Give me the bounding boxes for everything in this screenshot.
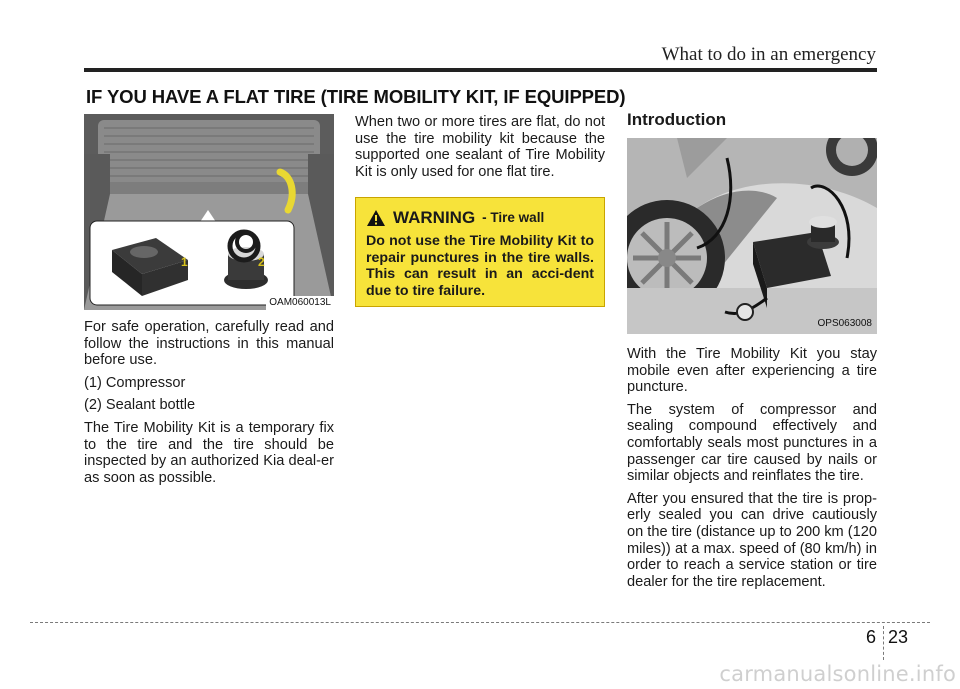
warning-subtitle: - Tire wall xyxy=(482,210,545,226)
figure-code: OPS063008 xyxy=(817,318,872,329)
warning-title: WARNING xyxy=(393,208,476,228)
warning-box xyxy=(355,197,605,307)
column-1 xyxy=(84,114,334,492)
paragraph: For safe operation, carefully read and follow the instructions in this manual before use. xyxy=(84,319,334,369)
paragraph: The system of compressor and sealing compound effectively and comfortably seals most punctures in a passenger car tire caused by nails or similar objects and reinflates the tire. xyxy=(627,401,877,485)
watermark: carmanualsonline.info xyxy=(719,662,956,686)
trunk-kit-illustration xyxy=(84,114,334,310)
list-item-sealant: (2) Sealant bottle xyxy=(84,397,196,414)
warning-heading xyxy=(366,209,594,227)
page-number xyxy=(862,627,908,648)
tire-inflation-illustration xyxy=(627,138,877,334)
list-item-compressor: (1) Compressor xyxy=(84,374,186,391)
column-2 xyxy=(355,114,605,307)
introduction-body xyxy=(627,346,877,590)
section-header: What to do in an emergency xyxy=(661,44,876,65)
paragraph: The Tire Mobility Kit is a temporary fix to the tire and the tire should be inspected by an authorized Kia deal-er as soon as possible. xyxy=(84,419,334,486)
page-number-value: 23 xyxy=(888,627,909,647)
callout-1: 1 xyxy=(181,255,188,269)
paragraph: When two or more tires are flat, do not use the tire mobility kit because the supported one sealant of Tire Mobility Kit is only used for one flat tire. xyxy=(355,114,605,180)
chapter-number: 6 xyxy=(865,627,876,647)
page-title: IF YOU HAVE A FLAT TIRE (TIRE MOBILITY KIT, IF EQUIPPED) xyxy=(86,86,626,107)
footer-rule xyxy=(30,622,930,623)
column-3 xyxy=(627,110,877,596)
header-rule xyxy=(84,68,877,72)
figure-code: OAM060013L xyxy=(266,296,334,310)
callout-2: 2 xyxy=(258,255,265,269)
paragraph: After you ensured that the tire is prop-erly sealed you can drive cautiously on the tire (distance up to 200 km (120 miles)) at a max. speed of (80 km/h) in order to reach a service station or tire dealer for the tire replacement. xyxy=(627,490,877,590)
section-heading: Introduction xyxy=(627,110,727,129)
tire-inflation-photo xyxy=(627,138,877,334)
warning-icon xyxy=(366,209,386,227)
paragraph: With the Tire Mobility Kit you stay mobile even after experiencing a tire puncture. xyxy=(627,346,877,396)
warning-text: Do not use the Tire Mobility Kit to repair punctures in the tire walls. This can result in an acci-dent due to tire failure. xyxy=(366,233,594,299)
trunk-kit-photo xyxy=(84,114,334,310)
